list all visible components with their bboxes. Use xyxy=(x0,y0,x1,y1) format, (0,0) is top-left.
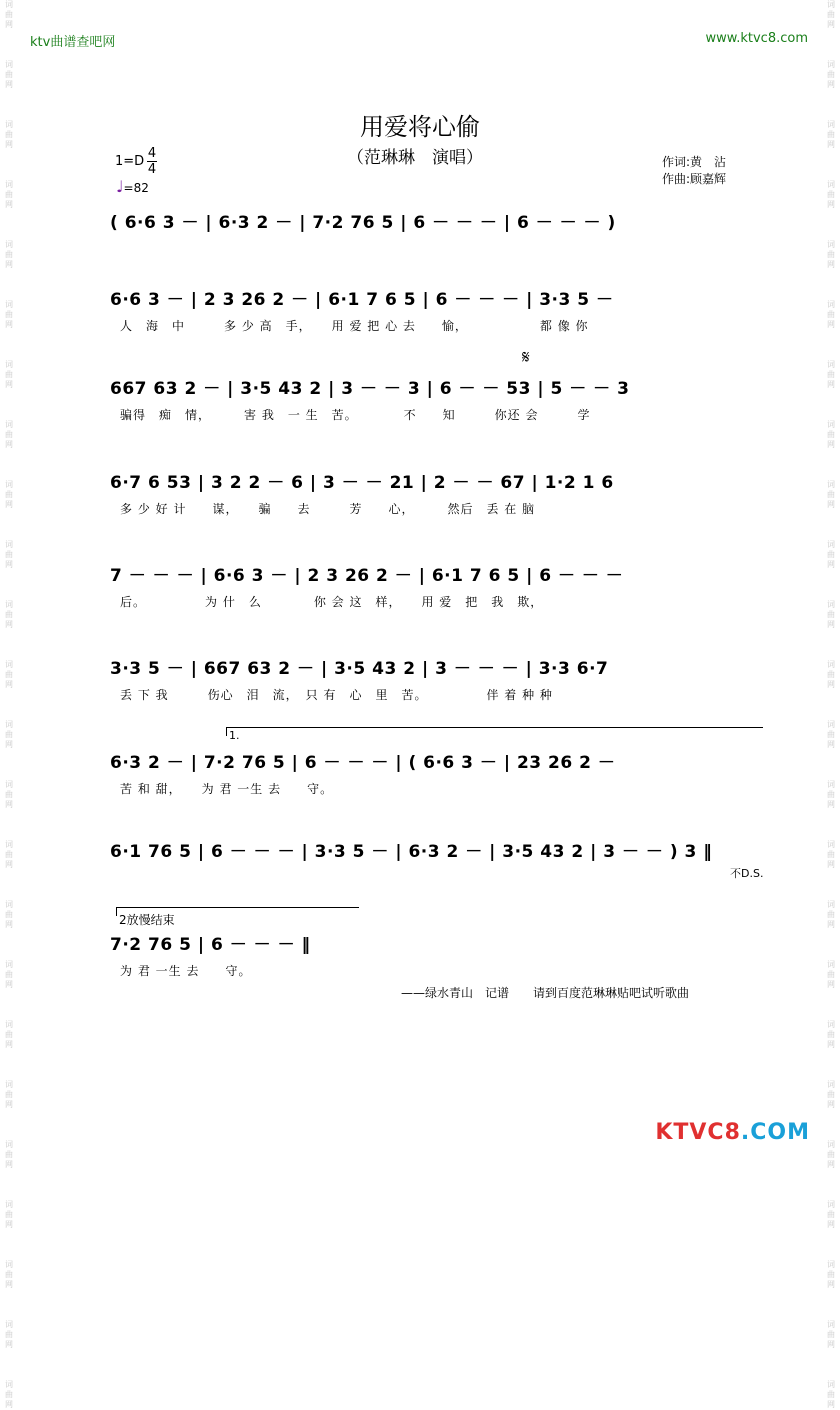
lyrics-line: 后。 为 什 么 你 会 这 样， 用 爱 把 我 欺， xyxy=(120,595,544,609)
not-ds-mark: 不D.S. xyxy=(730,867,764,880)
notation-line: 3·3 5 － | 667 63 2 － | 3·5 43 2 | 3 － － － | 3·3 6·7 xyxy=(110,659,609,679)
lyrics-line: 苦 和 甜， 为 君 一生 去 守。 xyxy=(120,782,334,796)
lyricist: 作词:黄 沾 xyxy=(662,155,727,169)
score-system-1 xyxy=(110,208,770,268)
notation-line: 6·6 3 － | 2 3 26 2 － | 6·1 7 6 5 | 6 － － － | 3·3 5 － xyxy=(110,290,614,310)
lyrics-line: 多 少 好 计 谋， 骗 去 芳 心， 然后 丢 在 脑 xyxy=(120,502,536,516)
score-system-8 xyxy=(110,837,770,897)
quarter-note-icon: ♩ xyxy=(116,177,124,196)
score-system-5 xyxy=(110,561,770,621)
notation-line: 6·7 6 53 | 3 2 2 － 6 | 3 － － 21 | 2 － － 67 | 1·2 1 6 xyxy=(110,473,614,493)
watermark-right: 词曲网 词曲网 词曲网 词曲网 词曲网 词曲网 词曲网 词曲网 词曲网 词曲网 词曲网 词曲网 词曲网 词曲网 词曲网 词曲网 词曲网 词曲网 词曲网 词曲网 词曲网 词曲网 词曲网 词曲网 xyxy=(827,0,835,1409)
lyrics-line: 为 君 一生 去 守。 xyxy=(120,964,252,978)
lyrics-line: 人 海 中 多 少 高 手， 用 爱 把 心 去 愉， 都 像 你 xyxy=(120,319,589,333)
lyrics-line: 丢 下 我 伤心 泪 流， 只 有 心 里 苦。 伴 着 种 种 xyxy=(120,688,553,702)
composer: 作曲:顾嘉辉 xyxy=(662,172,727,186)
notation-line: 7·2 76 5 | 6 － － － ‖ xyxy=(110,935,311,955)
score-system-2 xyxy=(110,285,770,345)
site-name[interactable]: ktv曲谱查吧网 xyxy=(30,35,116,50)
site-url[interactable]: www.ktvc8.com xyxy=(705,31,808,46)
notation-line: 7 － － － | 6·6 3 － | 2 3 26 2 － | 6·1 7 6 5 | 6 － － － xyxy=(110,566,624,586)
notation-line: 6·1 76 5 | 6 － － － | 3·3 5 － | 6·3 2 － | 3·5 43 2 | 3 － － ) 3 ‖ xyxy=(110,842,713,862)
site-logo[interactable]: KTVC8.COM xyxy=(655,1120,810,1145)
score-system-7 xyxy=(110,748,770,808)
volta-1-bracket xyxy=(226,727,763,736)
notation-line: ( 6·6 3 － | 6·3 2 － | 7·2 76 5 | 6 － － － | 6 － － － ) xyxy=(110,213,616,233)
lyrics-line: 骗得 痴 情， 害 我 一 生 苦。 不 知 你还 会 学 xyxy=(120,408,591,422)
time-signature xyxy=(147,146,157,177)
volta-2-label: 2放慢结束 xyxy=(119,913,175,927)
segno-icon: 𝄋 xyxy=(522,347,530,368)
score-system-3 xyxy=(110,374,770,434)
key-signature: 1=D xyxy=(115,154,145,169)
score-system-9 xyxy=(110,930,770,990)
tempo-marking xyxy=(116,177,149,196)
time-bottom: 4 xyxy=(147,162,157,177)
notation-line: 6·3 2 － | 7·2 76 5 | 6 － － － | ( 6·6 3 － | 23 26 2 － xyxy=(110,753,616,773)
song-subtitle: （范琳琳 演唱） xyxy=(347,148,483,168)
transcriber-credit: ——绿水青山 记谱 请到百度范琳琳贴吧试听歌曲 xyxy=(401,986,690,1000)
notation-line: 667 63 2 － | 3·5 43 2 | 3 － － 3 | 6 － － 53 | 5 － － 3 xyxy=(110,379,630,399)
song-title: 用爱将心偷 xyxy=(360,113,480,141)
time-top: 4 xyxy=(147,146,157,161)
watermark-left: 词曲网 词曲网 词曲网 词曲网 词曲网 词曲网 词曲网 词曲网 词曲网 词曲网 词曲网 词曲网 词曲网 词曲网 词曲网 词曲网 词曲网 词曲网 词曲网 词曲网 词曲网 词曲网 词曲网 词曲网 xyxy=(5,0,13,1409)
volta-1-label: 1. xyxy=(229,729,240,742)
score-system-6 xyxy=(110,654,770,714)
tempo-value: =82 xyxy=(123,181,149,195)
score-system-4 xyxy=(110,468,770,528)
